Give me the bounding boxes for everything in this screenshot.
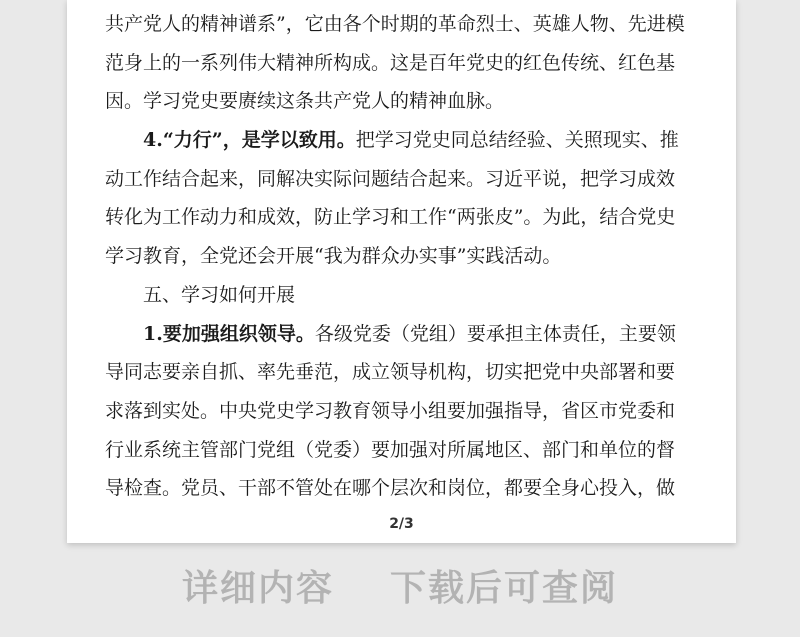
footer-left-text[interactable]: 详细内容 (181, 568, 334, 609)
document-page (67, 0, 736, 543)
text-line: 求落到实处。中央党史学习教育领导小组要加强指导，省区市党委和 (105, 399, 676, 422)
text-line: 动工作结合起来，同解决实际问题结合起来。习近平说，把学习成效 (105, 167, 676, 190)
page-number: 2/3 (389, 516, 414, 532)
text-line: 转化为工作动力和成效，防止学习和工作“两张皮”。为此，结合党史 (105, 206, 676, 229)
footer-right-text[interactable]: 下载后可查阅 (390, 568, 619, 609)
text-line: 4.“力行”，是学以致用。把学习党史同总结经验、关照现实、推 (143, 129, 679, 152)
section-heading: 五、学习如何开展 (143, 283, 296, 306)
text-line: 1.要加强组织领导。各级党委（党组）要承担主体责任，主要领 (143, 322, 676, 345)
document-body (105, 5, 699, 508)
text-line: 导同志要亲自抓、率先垂范，成立领导机构，切实把党中央部署和要 (105, 361, 676, 384)
text-line: 导检查。党员、干部不管处在哪个层次和岗位，都要全身心投入，做 (105, 477, 676, 500)
text-line: 学习教育，全党还会开展“我为群众办实事”实践活动。 (105, 245, 562, 268)
text-line: 共产党人的精神谱系”，它由各个时期的革命烈士、英雄人物、先进模 (105, 13, 685, 35)
footer-banner[interactable] (0, 560, 800, 611)
bold-heading: 4.“力行”，是学以致用。 (143, 129, 356, 152)
bold-heading: 1.要加强组织领导。 (143, 322, 315, 345)
text-line: 范身上的一系列伟大精神所构成。这是百年党史的红色传统、红色基 (105, 51, 676, 74)
text-line: 行业系统主管部门党组（党委）要加强对所属地区、部门和单位的督 (105, 438, 676, 461)
text-line: 因。学习党史要赓续这条共产党人的精神血脉。 (105, 90, 505, 113)
